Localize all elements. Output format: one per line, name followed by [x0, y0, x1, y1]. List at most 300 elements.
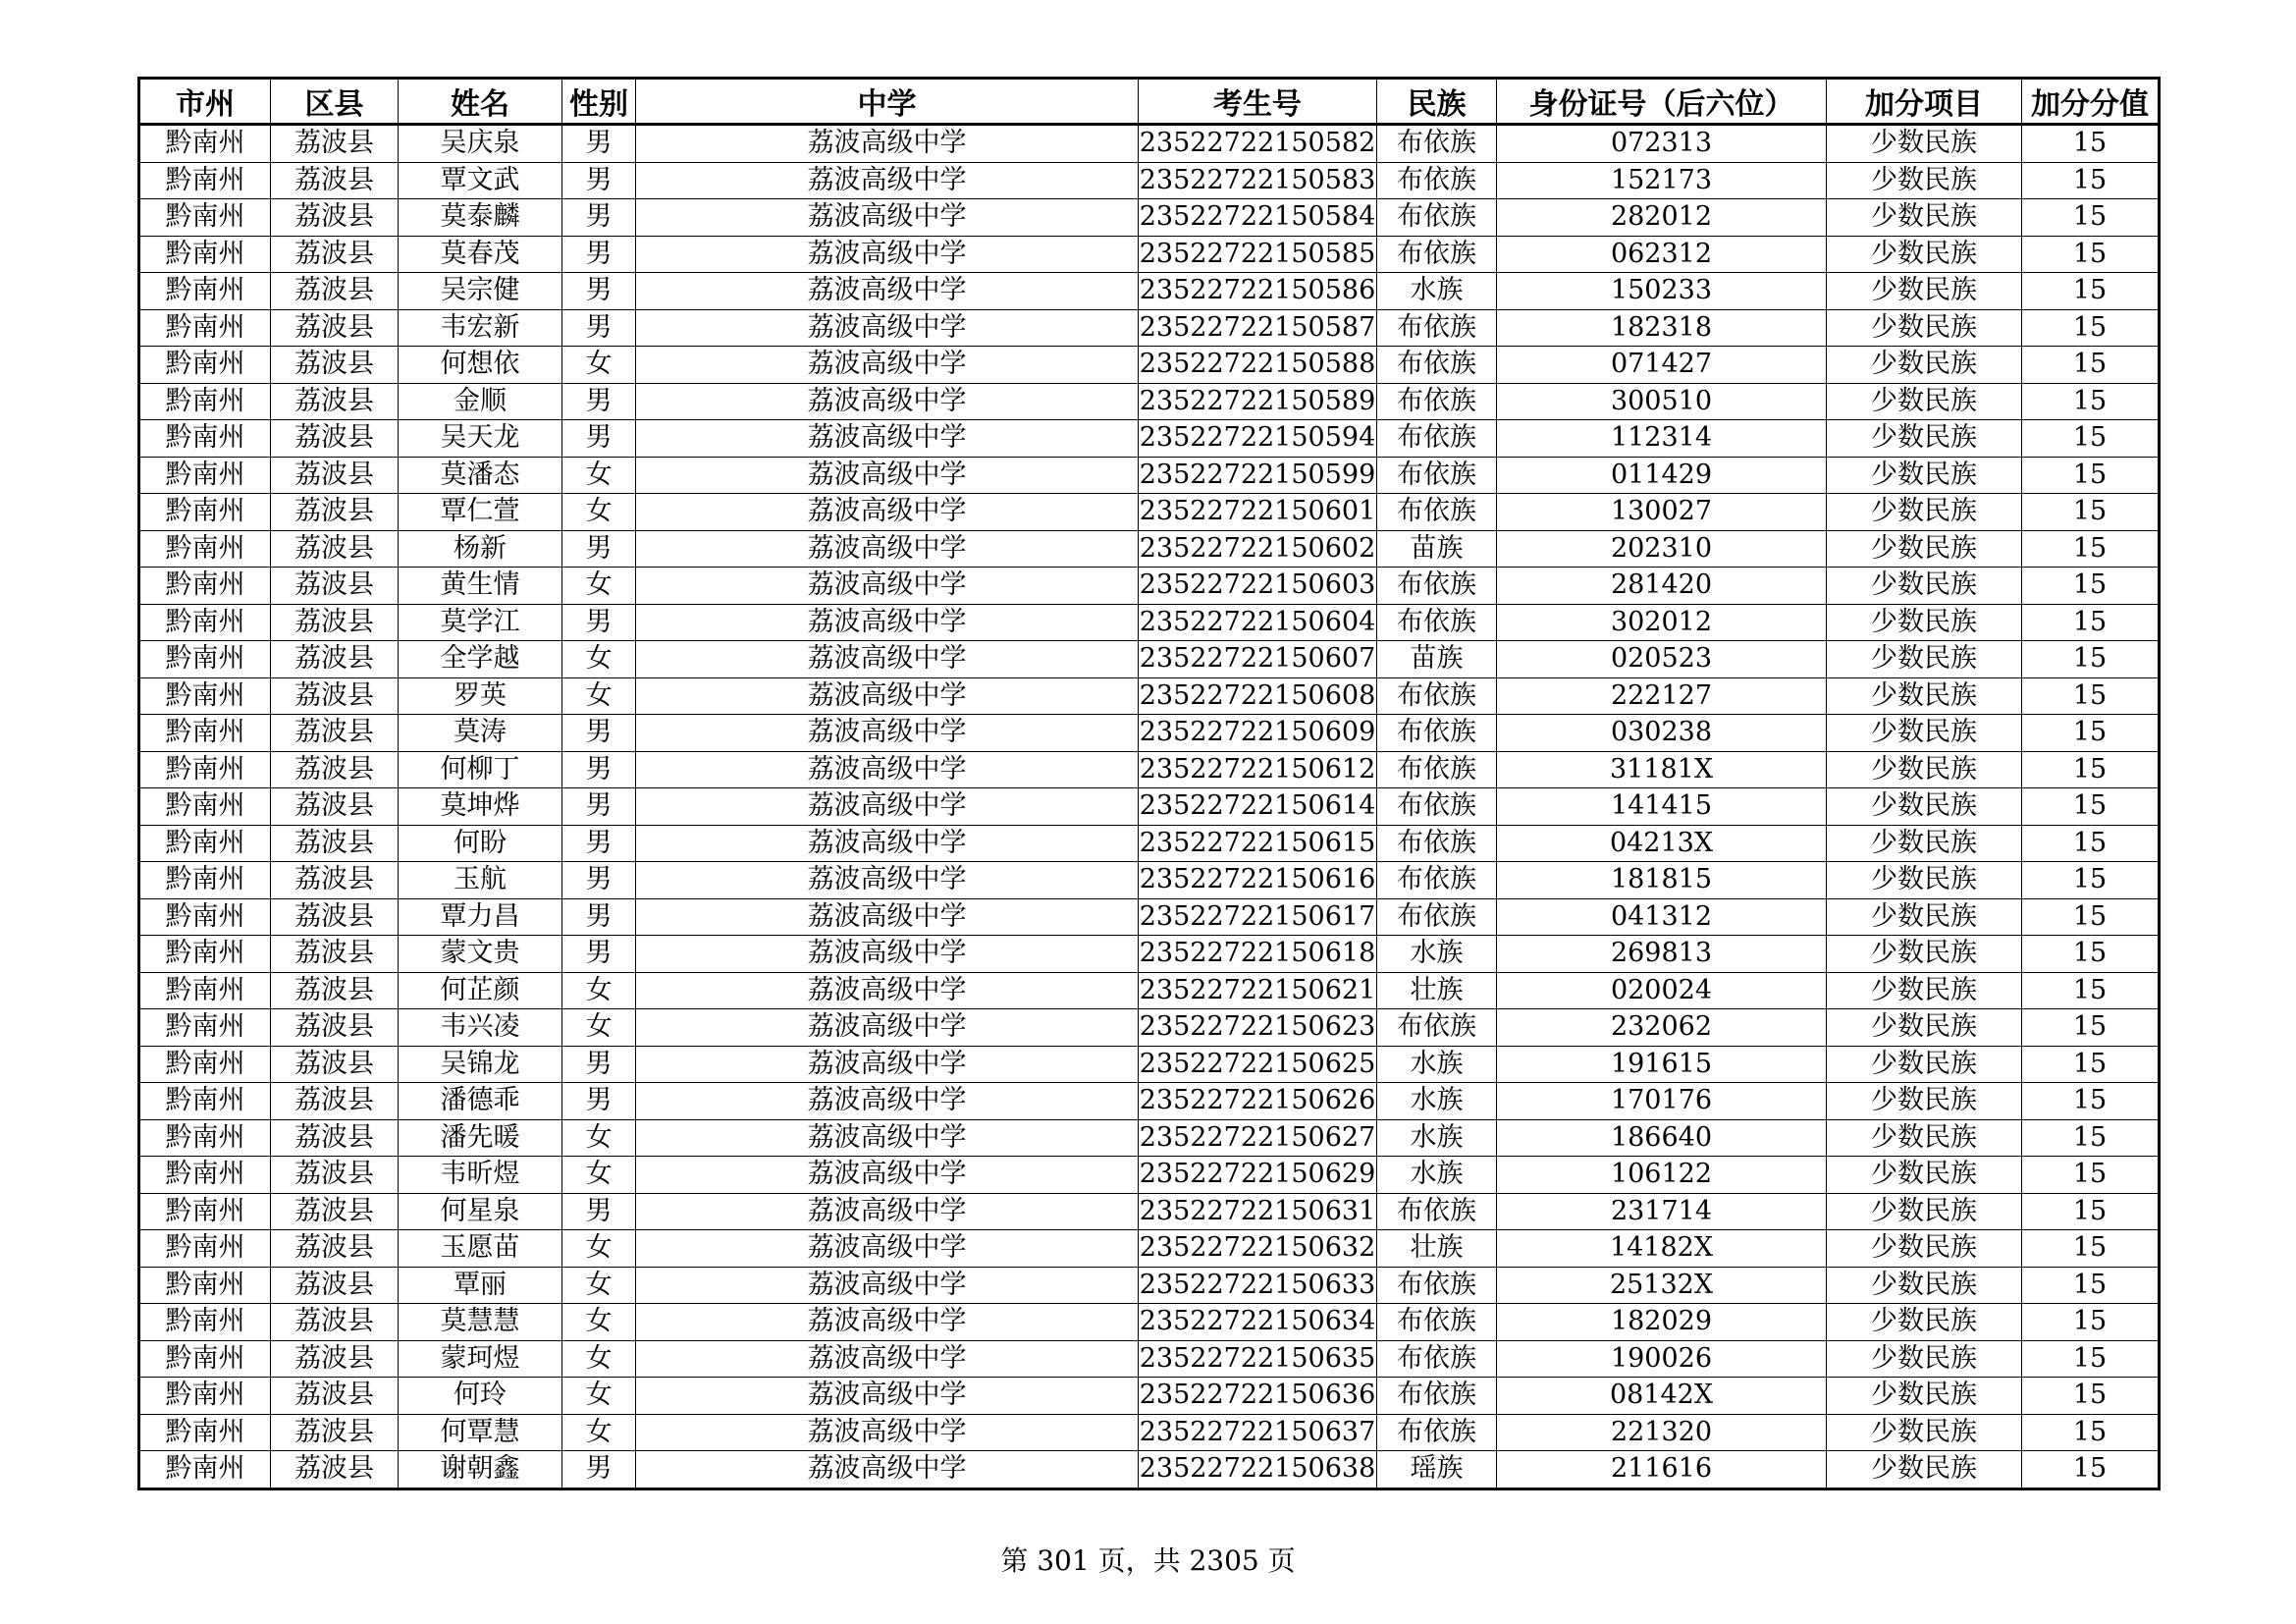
cell-exam-number: 23522722150633	[1139, 1267, 1377, 1304]
table-row	[139, 1267, 2160, 1304]
cell-county: 荔波县	[271, 1046, 399, 1083]
cell-name: 吴宗健	[399, 273, 562, 310]
cell-county: 荔波县	[271, 1009, 399, 1047]
cell-exam-number: 23522722150627	[1139, 1119, 1377, 1157]
cell-bonus-item: 少数民族	[1827, 309, 2022, 347]
cell-ethnicity: 布依族	[1377, 604, 1497, 641]
table-row	[139, 788, 2160, 826]
cell-county: 荔波县	[271, 309, 399, 347]
cell-name: 何盼	[399, 825, 562, 862]
cell-city: 黔南州	[139, 1340, 271, 1378]
cell-city: 黔南州	[139, 898, 271, 936]
cell-city: 黔南州	[139, 1230, 271, 1268]
cell-school: 荔波高级中学	[636, 641, 1139, 678]
cell-id-last-six: 25132X	[1497, 1267, 1827, 1304]
cell-city: 黔南州	[139, 273, 271, 310]
cell-gender: 女	[562, 347, 636, 384]
cell-city: 黔南州	[139, 530, 271, 568]
cell-bonus-item: 少数民族	[1827, 236, 2022, 273]
cell-school: 荔波高级中学	[636, 568, 1139, 605]
cell-county: 荔波县	[271, 1378, 399, 1415]
table-row	[139, 309, 2160, 347]
cell-bonus-item: 少数民族	[1827, 1046, 2022, 1083]
cell-bonus-points: 15	[2022, 1414, 2160, 1451]
cell-ethnicity: 布依族	[1377, 1340, 1497, 1378]
cell-county: 荔波县	[271, 273, 399, 310]
cell-bonus-item: 少数民族	[1827, 1119, 2022, 1157]
cell-bonus-points: 15	[2022, 1193, 2160, 1230]
cell-name: 玉愿苗	[399, 1230, 562, 1268]
cell-city: 黔南州	[139, 1193, 271, 1230]
cell-school: 荔波高级中学	[636, 1119, 1139, 1157]
cell-id-last-six: 04213X	[1497, 825, 1827, 862]
cell-bonus-item: 少数民族	[1827, 1009, 2022, 1047]
cell-bonus-points: 15	[2022, 677, 2160, 715]
cell-id-last-six: 106122	[1497, 1157, 1827, 1194]
cell-city: 黔南州	[139, 1119, 271, 1157]
cell-county: 荔波县	[271, 236, 399, 273]
cell-id-last-six: 232062	[1497, 1009, 1827, 1047]
cell-ethnicity: 水族	[1377, 273, 1497, 310]
cell-city: 黔南州	[139, 162, 271, 199]
cell-ethnicity: 壮族	[1377, 1230, 1497, 1268]
cell-name: 莫学江	[399, 604, 562, 641]
cell-city: 黔南州	[139, 715, 271, 752]
cell-name: 莫慧慧	[399, 1304, 562, 1341]
cell-bonus-points: 15	[2022, 936, 2160, 973]
cell-id-last-six: 222127	[1497, 677, 1827, 715]
cell-bonus-item: 少数民族	[1827, 1378, 2022, 1415]
cell-ethnicity: 布依族	[1377, 494, 1497, 531]
cell-school: 荔波高级中学	[636, 457, 1139, 494]
cell-city: 黔南州	[139, 568, 271, 605]
cell-city: 黔南州	[139, 494, 271, 531]
cell-ethnicity: 布依族	[1377, 1414, 1497, 1451]
cell-city: 黔南州	[139, 1046, 271, 1083]
table-row	[139, 604, 2160, 641]
cell-bonus-item: 少数民族	[1827, 972, 2022, 1009]
cell-id-last-six: 020024	[1497, 972, 1827, 1009]
cell-city: 黔南州	[139, 825, 271, 862]
cell-id-last-six: 182029	[1497, 1304, 1827, 1341]
cell-id-last-six: 31181X	[1497, 751, 1827, 788]
cell-gender: 男	[562, 530, 636, 568]
cell-bonus-item: 少数民族	[1827, 1267, 2022, 1304]
cell-gender: 女	[562, 1230, 636, 1268]
cell-county: 荔波县	[271, 420, 399, 458]
cell-name: 莫潘态	[399, 457, 562, 494]
cell-school: 荔波高级中学	[636, 825, 1139, 862]
cell-bonus-item: 少数民族	[1827, 677, 2022, 715]
cell-bonus-item: 少数民族	[1827, 347, 2022, 384]
cell-id-last-six: 186640	[1497, 1119, 1827, 1157]
cell-county: 荔波县	[271, 1193, 399, 1230]
cell-bonus-item: 少数民族	[1827, 1414, 2022, 1451]
cell-exam-number: 23522722150631	[1139, 1193, 1377, 1230]
cell-ethnicity: 布依族	[1377, 383, 1497, 420]
cell-id-last-six: 011429	[1497, 457, 1827, 494]
cell-id-last-six: 269813	[1497, 936, 1827, 973]
cell-city: 黔南州	[139, 641, 271, 678]
cell-bonus-points: 15	[2022, 273, 2160, 310]
table-body	[139, 125, 2160, 1489]
table-row	[139, 1083, 2160, 1120]
cell-exam-number: 23522722150587	[1139, 309, 1377, 347]
cell-city: 黔南州	[139, 862, 271, 899]
col-header-school: 中学	[636, 79, 1139, 125]
cell-bonus-item: 少数民族	[1827, 530, 2022, 568]
cell-exam-number: 23522722150623	[1139, 1009, 1377, 1047]
table-row	[139, 236, 2160, 273]
bonus-points-table	[137, 77, 2161, 1490]
cell-gender: 女	[562, 1009, 636, 1047]
cell-ethnicity: 布依族	[1377, 677, 1497, 715]
cell-ethnicity: 布依族	[1377, 347, 1497, 384]
cell-county: 荔波县	[271, 383, 399, 420]
cell-name: 覃丽	[399, 1267, 562, 1304]
cell-school: 荔波高级中学	[636, 1267, 1139, 1304]
cell-school: 荔波高级中学	[636, 236, 1139, 273]
cell-city: 黔南州	[139, 1009, 271, 1047]
cell-school: 荔波高级中学	[636, 972, 1139, 1009]
cell-bonus-item: 少数民族	[1827, 1340, 2022, 1378]
cell-bonus-points: 15	[2022, 1304, 2160, 1341]
cell-exam-number: 23522722150604	[1139, 604, 1377, 641]
cell-name: 覃力昌	[399, 898, 562, 936]
cell-name: 潘先暖	[399, 1119, 562, 1157]
cell-county: 荔波县	[271, 1267, 399, 1304]
table-row	[139, 125, 2160, 163]
cell-bonus-item: 少数民族	[1827, 125, 2022, 163]
cell-ethnicity: 瑶族	[1377, 1451, 1497, 1489]
col-header-gender: 性别	[562, 79, 636, 125]
cell-id-last-six: 191615	[1497, 1046, 1827, 1083]
cell-county: 荔波县	[271, 751, 399, 788]
cell-ethnicity: 布依族	[1377, 1378, 1497, 1415]
cell-bonus-points: 15	[2022, 1119, 2160, 1157]
cell-exam-number: 23522722150612	[1139, 751, 1377, 788]
cell-id-last-six: 300510	[1497, 383, 1827, 420]
table-row	[139, 1230, 2160, 1268]
cell-id-last-six: 112314	[1497, 420, 1827, 458]
cell-county: 荔波县	[271, 568, 399, 605]
cell-county: 荔波县	[271, 457, 399, 494]
table-row	[139, 862, 2160, 899]
cell-school: 荔波高级中学	[636, 1340, 1139, 1378]
cell-exam-number: 23522722150585	[1139, 236, 1377, 273]
cell-name: 莫坤烨	[399, 788, 562, 826]
cell-county: 荔波县	[271, 1304, 399, 1341]
table-row	[139, 199, 2160, 237]
table-row	[139, 1451, 2160, 1489]
cell-bonus-item: 少数民族	[1827, 1230, 2022, 1268]
cell-id-last-six: 190026	[1497, 1340, 1827, 1378]
cell-school: 荔波高级中学	[636, 862, 1139, 899]
cell-ethnicity: 苗族	[1377, 530, 1497, 568]
cell-ethnicity: 布依族	[1377, 236, 1497, 273]
cell-ethnicity: 布依族	[1377, 457, 1497, 494]
cell-bonus-item: 少数民族	[1827, 1193, 2022, 1230]
cell-gender: 女	[562, 677, 636, 715]
cell-bonus-points: 15	[2022, 1267, 2160, 1304]
cell-exam-number: 23522722150614	[1139, 788, 1377, 826]
cell-county: 荔波县	[271, 862, 399, 899]
cell-exam-number: 23522722150602	[1139, 530, 1377, 568]
cell-county: 荔波县	[271, 788, 399, 826]
cell-ethnicity: 水族	[1377, 1046, 1497, 1083]
cell-gender: 男	[562, 383, 636, 420]
col-header-bonus-points: 加分分值	[2022, 79, 2160, 125]
cell-bonus-points: 15	[2022, 199, 2160, 237]
cell-city: 黔南州	[139, 309, 271, 347]
cell-county: 荔波县	[271, 641, 399, 678]
cell-id-last-six: 041312	[1497, 898, 1827, 936]
table-header	[139, 79, 2160, 125]
cell-ethnicity: 布依族	[1377, 568, 1497, 605]
cell-city: 黔南州	[139, 383, 271, 420]
cell-exam-number: 23522722150635	[1139, 1340, 1377, 1378]
cell-ethnicity: 布依族	[1377, 862, 1497, 899]
cell-exam-number: 23522722150609	[1139, 715, 1377, 752]
cell-name: 韦宏新	[399, 309, 562, 347]
cell-bonus-points: 15	[2022, 1157, 2160, 1194]
cell-name: 吴天龙	[399, 420, 562, 458]
cell-name: 谢朝鑫	[399, 1451, 562, 1489]
table-row	[139, 715, 2160, 752]
table-row	[139, 1304, 2160, 1341]
cell-gender: 女	[562, 568, 636, 605]
table-row	[139, 825, 2160, 862]
cell-city: 黔南州	[139, 788, 271, 826]
cell-school: 荔波高级中学	[636, 162, 1139, 199]
cell-ethnicity: 布依族	[1377, 715, 1497, 752]
cell-name: 罗英	[399, 677, 562, 715]
cell-name: 莫泰麟	[399, 199, 562, 237]
cell-name: 蒙文贵	[399, 936, 562, 973]
page-footer: 第 301 页，共 2305 页	[1000, 1544, 1296, 1577]
cell-bonus-item: 少数民族	[1827, 898, 2022, 936]
cell-gender: 男	[562, 273, 636, 310]
cell-exam-number: 23522722150601	[1139, 494, 1377, 531]
cell-id-last-six: 071427	[1497, 347, 1827, 384]
cell-school: 荔波高级中学	[636, 788, 1139, 826]
cell-school: 荔波高级中学	[636, 1230, 1139, 1268]
cell-id-last-six: 030238	[1497, 715, 1827, 752]
cell-school: 荔波高级中学	[636, 530, 1139, 568]
cell-name: 莫涛	[399, 715, 562, 752]
cell-county: 荔波县	[271, 715, 399, 752]
cell-name: 莫春茂	[399, 236, 562, 273]
cell-bonus-points: 15	[2022, 1083, 2160, 1120]
cell-county: 荔波县	[271, 1083, 399, 1120]
cell-ethnicity: 布依族	[1377, 751, 1497, 788]
table-row	[139, 1193, 2160, 1230]
cell-exam-number: 23522722150636	[1139, 1378, 1377, 1415]
cell-bonus-points: 15	[2022, 125, 2160, 163]
cell-name: 何柳丁	[399, 751, 562, 788]
cell-gender: 男	[562, 604, 636, 641]
cell-bonus-points: 15	[2022, 383, 2160, 420]
cell-school: 荔波高级中学	[636, 420, 1139, 458]
cell-bonus-points: 15	[2022, 972, 2160, 1009]
cell-name: 金顺	[399, 383, 562, 420]
cell-exam-number: 23522722150583	[1139, 162, 1377, 199]
cell-gender: 男	[562, 825, 636, 862]
cell-bonus-item: 少数民族	[1827, 494, 2022, 531]
cell-ethnicity: 布依族	[1377, 1304, 1497, 1341]
cell-ethnicity: 布依族	[1377, 1193, 1497, 1230]
cell-school: 荔波高级中学	[636, 1046, 1139, 1083]
cell-school: 荔波高级中学	[636, 1009, 1139, 1047]
cell-gender: 男	[562, 420, 636, 458]
cell-id-last-six: 020523	[1497, 641, 1827, 678]
cell-county: 荔波县	[271, 530, 399, 568]
cell-bonus-points: 15	[2022, 715, 2160, 752]
cell-exam-number: 23522722150625	[1139, 1046, 1377, 1083]
cell-exam-number: 23522722150618	[1139, 936, 1377, 973]
col-header-id-last-six: 身份证号（后六位）	[1497, 79, 1827, 125]
table-row	[139, 273, 2160, 310]
cell-exam-number: 23522722150637	[1139, 1414, 1377, 1451]
cell-bonus-points: 15	[2022, 641, 2160, 678]
cell-exam-number: 23522722150586	[1139, 273, 1377, 310]
cell-name: 覃仁萱	[399, 494, 562, 531]
cell-gender: 女	[562, 1378, 636, 1415]
cell-bonus-points: 15	[2022, 751, 2160, 788]
cell-gender: 女	[562, 641, 636, 678]
cell-name: 何想依	[399, 347, 562, 384]
cell-school: 荔波高级中学	[636, 347, 1139, 384]
cell-name: 黄生情	[399, 568, 562, 605]
cell-name: 何玲	[399, 1378, 562, 1415]
cell-county: 荔波县	[271, 1451, 399, 1489]
cell-gender: 女	[562, 1414, 636, 1451]
table-row	[139, 1119, 2160, 1157]
cell-bonus-points: 15	[2022, 1230, 2160, 1268]
cell-gender: 男	[562, 751, 636, 788]
cell-school: 荔波高级中学	[636, 125, 1139, 163]
cell-county: 荔波县	[271, 199, 399, 237]
cell-school: 荔波高级中学	[636, 715, 1139, 752]
cell-county: 荔波县	[271, 125, 399, 163]
cell-ethnicity: 布依族	[1377, 162, 1497, 199]
cell-name: 何芷颜	[399, 972, 562, 1009]
cell-id-last-six: 221320	[1497, 1414, 1827, 1451]
cell-county: 荔波县	[271, 898, 399, 936]
cell-id-last-six: 072313	[1497, 125, 1827, 163]
cell-city: 黔南州	[139, 1414, 271, 1451]
cell-bonus-item: 少数民族	[1827, 457, 2022, 494]
table-row	[139, 751, 2160, 788]
cell-school: 荔波高级中学	[636, 1451, 1139, 1489]
cell-bonus-item: 少数民族	[1827, 383, 2022, 420]
cell-id-last-six: 14182X	[1497, 1230, 1827, 1268]
cell-gender: 女	[562, 972, 636, 1009]
cell-city: 黔南州	[139, 457, 271, 494]
cell-gender: 男	[562, 1451, 636, 1489]
cell-id-last-six: 141415	[1497, 788, 1827, 826]
cell-school: 荔波高级中学	[636, 1083, 1139, 1120]
cell-gender: 男	[562, 162, 636, 199]
cell-name: 韦兴凌	[399, 1009, 562, 1047]
cell-id-last-six: 182318	[1497, 309, 1827, 347]
cell-city: 黔南州	[139, 125, 271, 163]
cell-id-last-six: 211616	[1497, 1451, 1827, 1489]
cell-city: 黔南州	[139, 604, 271, 641]
cell-city: 黔南州	[139, 420, 271, 458]
cell-name: 何覃慧	[399, 1414, 562, 1451]
cell-county: 荔波县	[271, 1119, 399, 1157]
cell-id-last-six: 281420	[1497, 568, 1827, 605]
cell-bonus-points: 15	[2022, 309, 2160, 347]
cell-bonus-item: 少数民族	[1827, 1304, 2022, 1341]
cell-exam-number: 23522722150589	[1139, 383, 1377, 420]
cell-bonus-points: 15	[2022, 236, 2160, 273]
cell-id-last-six: 231714	[1497, 1193, 1827, 1230]
cell-gender: 男	[562, 1046, 636, 1083]
cell-bonus-points: 15	[2022, 494, 2160, 531]
cell-name: 吴锦龙	[399, 1046, 562, 1083]
cell-ethnicity: 布依族	[1377, 309, 1497, 347]
cell-name: 潘德乖	[399, 1083, 562, 1120]
cell-bonus-points: 15	[2022, 1046, 2160, 1083]
header-row	[139, 79, 2160, 125]
cell-gender: 女	[562, 1340, 636, 1378]
table-row	[139, 936, 2160, 973]
cell-bonus-points: 15	[2022, 1340, 2160, 1378]
cell-bonus-item: 少数民族	[1827, 715, 2022, 752]
cell-id-last-six: 152173	[1497, 162, 1827, 199]
cell-school: 荔波高级中学	[636, 1193, 1139, 1230]
cell-bonus-item: 少数民族	[1827, 1451, 2022, 1489]
cell-exam-number: 23522722150607	[1139, 641, 1377, 678]
cell-bonus-item: 少数民族	[1827, 162, 2022, 199]
cell-ethnicity: 布依族	[1377, 420, 1497, 458]
table-row	[139, 1340, 2160, 1378]
cell-city: 黔南州	[139, 1304, 271, 1341]
cell-county: 荔波县	[271, 972, 399, 1009]
cell-bonus-points: 15	[2022, 568, 2160, 605]
table-row	[139, 162, 2160, 199]
cell-exam-number: 23522722150616	[1139, 862, 1377, 899]
cell-bonus-item: 少数民族	[1827, 936, 2022, 973]
cell-name: 杨新	[399, 530, 562, 568]
cell-bonus-points: 15	[2022, 457, 2160, 494]
cell-county: 荔波县	[271, 825, 399, 862]
cell-exam-number: 23522722150632	[1139, 1230, 1377, 1268]
table-row	[139, 530, 2160, 568]
cell-gender: 女	[562, 1304, 636, 1341]
cell-bonus-item: 少数民族	[1827, 825, 2022, 862]
cell-bonus-points: 15	[2022, 530, 2160, 568]
cell-ethnicity: 布依族	[1377, 1009, 1497, 1047]
cell-exam-number: 23522722150626	[1139, 1083, 1377, 1120]
cell-gender: 男	[562, 936, 636, 973]
cell-name: 吴庆泉	[399, 125, 562, 163]
col-header-bonus-item: 加分项目	[1827, 79, 2022, 125]
cell-bonus-points: 15	[2022, 1451, 2160, 1489]
cell-city: 黔南州	[139, 751, 271, 788]
cell-school: 荔波高级中学	[636, 1304, 1139, 1341]
cell-city: 黔南州	[139, 1083, 271, 1120]
cell-ethnicity: 水族	[1377, 1119, 1497, 1157]
cell-exam-number: 23522722150594	[1139, 420, 1377, 458]
cell-city: 黔南州	[139, 1451, 271, 1489]
cell-gender: 男	[562, 1193, 636, 1230]
cell-city: 黔南州	[139, 347, 271, 384]
table-row	[139, 347, 2160, 384]
cell-county: 荔波县	[271, 1230, 399, 1268]
